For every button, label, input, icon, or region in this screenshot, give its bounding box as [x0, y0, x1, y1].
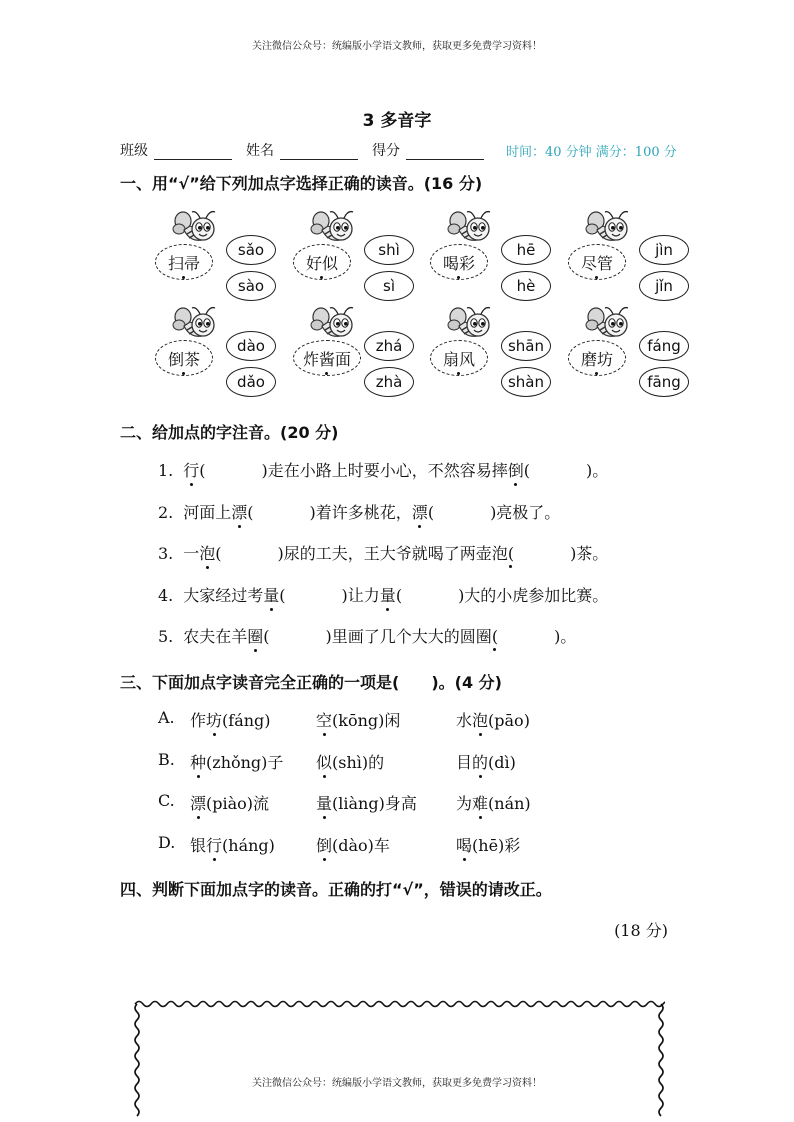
item-number: 3. — [158, 544, 174, 563]
word-text: 喝彩 — [443, 251, 475, 274]
dotted-char: 种 — [190, 750, 206, 773]
dotted-char: 漂 — [412, 500, 428, 523]
dotted-char: 倒 — [316, 833, 332, 856]
item-number: 2. — [158, 502, 174, 522]
option-word — [190, 791, 269, 814]
option-word — [456, 833, 520, 856]
answer-box — [133, 998, 665, 1120]
option-word — [316, 833, 390, 856]
pinyin-option[interactable]: jǐn — [639, 271, 689, 301]
option-text: (dì) — [488, 752, 516, 772]
section-1-items — [0, 0, 794, 420]
dotted-char: 的 — [472, 750, 488, 773]
option-label[interactable]: A. — [158, 708, 175, 727]
pinyin-option[interactable]: dào — [226, 331, 276, 361]
section-4-heading: 四、判断下面加点字的读音。正确的打“√”，错误的请改正。 — [120, 880, 552, 899]
pinyin-option[interactable]: fāng — [639, 367, 689, 397]
line-text: 农夫在羊 — [183, 627, 248, 646]
pinyin-option[interactable]: sào — [226, 271, 276, 301]
option-text: (shì)的 — [332, 752, 385, 772]
line-text: )里画了几个大大的圆 — [325, 627, 476, 646]
option-text: (dào)车 — [332, 835, 390, 855]
option-text: 作 — [190, 711, 207, 730]
word-text: 炸酱面 — [303, 347, 351, 370]
word-ellipse — [293, 244, 351, 280]
dotted-char: 量 — [263, 583, 279, 606]
item-number: 1. — [158, 461, 174, 480]
item-number: 5. — [158, 627, 174, 646]
line-text: )。 — [554, 627, 577, 646]
fill-in-line — [158, 624, 576, 647]
line-text: 大家经过考 — [183, 585, 264, 605]
option-text: (zhǒng)子 — [206, 752, 284, 772]
option-text: 为 — [456, 794, 473, 813]
option-label[interactable]: B. — [158, 749, 175, 769]
dotted-char: ( — [491, 627, 499, 646]
line-text: 泡 — [491, 544, 508, 563]
line-text: ( — [395, 585, 403, 605]
line-text: ( — [263, 627, 270, 646]
line-text: ( — [247, 502, 254, 522]
option-word — [190, 708, 271, 731]
pinyin-option[interactable]: hè — [501, 271, 551, 301]
option-text: 水 — [456, 711, 473, 730]
dotted-char: ( — [507, 544, 515, 563]
word-ellipse — [155, 340, 213, 376]
word-text: 尽管 — [581, 251, 613, 274]
dotted-char: 泡 — [472, 708, 488, 731]
option-label[interactable]: C. — [158, 791, 175, 810]
word-ellipse — [430, 244, 488, 280]
option-text: (háng) — [222, 835, 275, 855]
option-text: (nán) — [488, 794, 531, 813]
pinyin-option[interactable]: fáng — [639, 331, 689, 361]
word-ellipse — [430, 340, 488, 376]
pinyin-option[interactable]: sì — [364, 271, 414, 301]
line-text: )大的小虎参加比赛。 — [458, 585, 609, 605]
dotted-char: 喝 — [456, 833, 472, 856]
word-text: 倒茶 — [168, 347, 200, 370]
fill-in-line — [158, 500, 560, 523]
pinyin-option[interactable]: hē — [501, 235, 551, 265]
option-word — [316, 750, 384, 773]
name-label: 姓名 — [246, 143, 274, 159]
line-text: ( — [279, 585, 286, 605]
option-label[interactable]: D. — [158, 832, 176, 852]
dotted-char: 漂 — [190, 791, 206, 814]
line-text: )尿的工夫，王大爷就喝了两壶 — [277, 544, 492, 563]
line-text: )着许多桃花， — [309, 502, 412, 522]
dotted-char: 圈 — [247, 624, 263, 647]
option-word — [456, 791, 531, 814]
dotted-char: 似 — [316, 750, 332, 773]
pinyin-option[interactable]: shàn — [501, 367, 551, 397]
option-text: (hē)彩 — [472, 835, 521, 855]
section-2-heading: 二、给加点的字注音。(20 分) — [120, 423, 339, 442]
section-4-score: (18 分) — [614, 921, 668, 940]
item-number: 4. — [158, 585, 174, 605]
line-text: )让力 — [341, 585, 380, 605]
option-text: (fáng) — [222, 711, 271, 730]
option-text: (piào)流 — [206, 794, 270, 813]
pinyin-option[interactable]: dǎo — [226, 367, 276, 397]
fill-in-line — [158, 458, 608, 481]
word-text: 扇风 — [443, 347, 475, 370]
pinyin-option[interactable]: shì — [364, 235, 414, 265]
option-text: 目 — [456, 752, 473, 772]
fill-in-line — [158, 541, 608, 564]
dotted-char: 倒 — [508, 458, 524, 481]
dotted-char: 泡 — [199, 541, 215, 564]
line-text: )茶。 — [570, 544, 609, 563]
word-ellipse — [568, 340, 626, 376]
option-word — [190, 833, 275, 856]
line-text: )。 — [586, 461, 609, 480]
word-text: 好似 — [306, 251, 338, 274]
footer-note: 关注微信公众号：统编版小学语文教师，获取更多免费学习资料！ — [252, 1078, 542, 1089]
dotted-char: 漂 — [231, 500, 247, 523]
option-text: (kōng)闲 — [332, 711, 401, 730]
class-label: 班级 — [120, 143, 148, 159]
line-text: ( — [523, 461, 531, 480]
option-text: (liàng)身高 — [332, 794, 417, 813]
header-note: 关注微信公众号：统编版小学语文教师，获取更多免费学习资料！ — [252, 41, 542, 52]
pinyin-option[interactable]: jìn — [639, 235, 689, 265]
word-ellipse — [155, 244, 213, 280]
word-ellipse — [293, 340, 361, 376]
dotted-char: 行 — [183, 458, 199, 481]
section-1-heading: 一、用“√”给下列加点字选择正确的读音。(16 分) — [120, 174, 483, 193]
option-text: (pāo) — [488, 711, 530, 730]
option-word — [456, 750, 516, 773]
line-text: 圈 — [475, 627, 492, 646]
word-text: 扫帚 — [168, 251, 200, 274]
pinyin-option[interactable]: sǎo — [226, 235, 276, 265]
option-word — [316, 791, 417, 814]
section-3-heading: 三、下面加点字读音完全正确的一项是( )。(4 分) — [120, 673, 502, 692]
fill-in-line — [158, 583, 608, 606]
option-word — [190, 750, 283, 773]
pinyin-option[interactable]: zhá — [364, 331, 414, 361]
option-word — [456, 708, 530, 731]
line-text: 一 — [183, 544, 200, 563]
line-text: ( — [199, 461, 206, 480]
pinyin-option[interactable]: shān — [501, 331, 551, 361]
score-label: 得分 — [372, 143, 400, 159]
option-text: 银 — [190, 835, 207, 855]
dotted-char: 空 — [316, 708, 332, 731]
line-text: ( — [215, 544, 222, 563]
dotted-char: 难 — [472, 791, 488, 814]
option-word — [316, 708, 400, 731]
word-text: 磨坊 — [581, 347, 613, 370]
line-text: ( — [427, 502, 435, 522]
word-ellipse — [568, 244, 626, 280]
page-title: 3 多音字 — [362, 111, 432, 131]
line-text: 河面上 — [183, 502, 232, 522]
dotted-char: 行 — [206, 833, 222, 856]
line-text: )亮极了。 — [490, 502, 561, 522]
dotted-char: 量 — [380, 583, 396, 606]
dotted-char: 坊 — [206, 708, 222, 731]
pinyin-option[interactable]: zhà — [364, 367, 414, 397]
time-score-info: 时间：40 分钟 满分：100 分 — [506, 145, 677, 160]
dotted-char: 量 — [316, 791, 332, 814]
line-text: )走在小路上时要小心，不然容易摔 — [261, 461, 508, 480]
